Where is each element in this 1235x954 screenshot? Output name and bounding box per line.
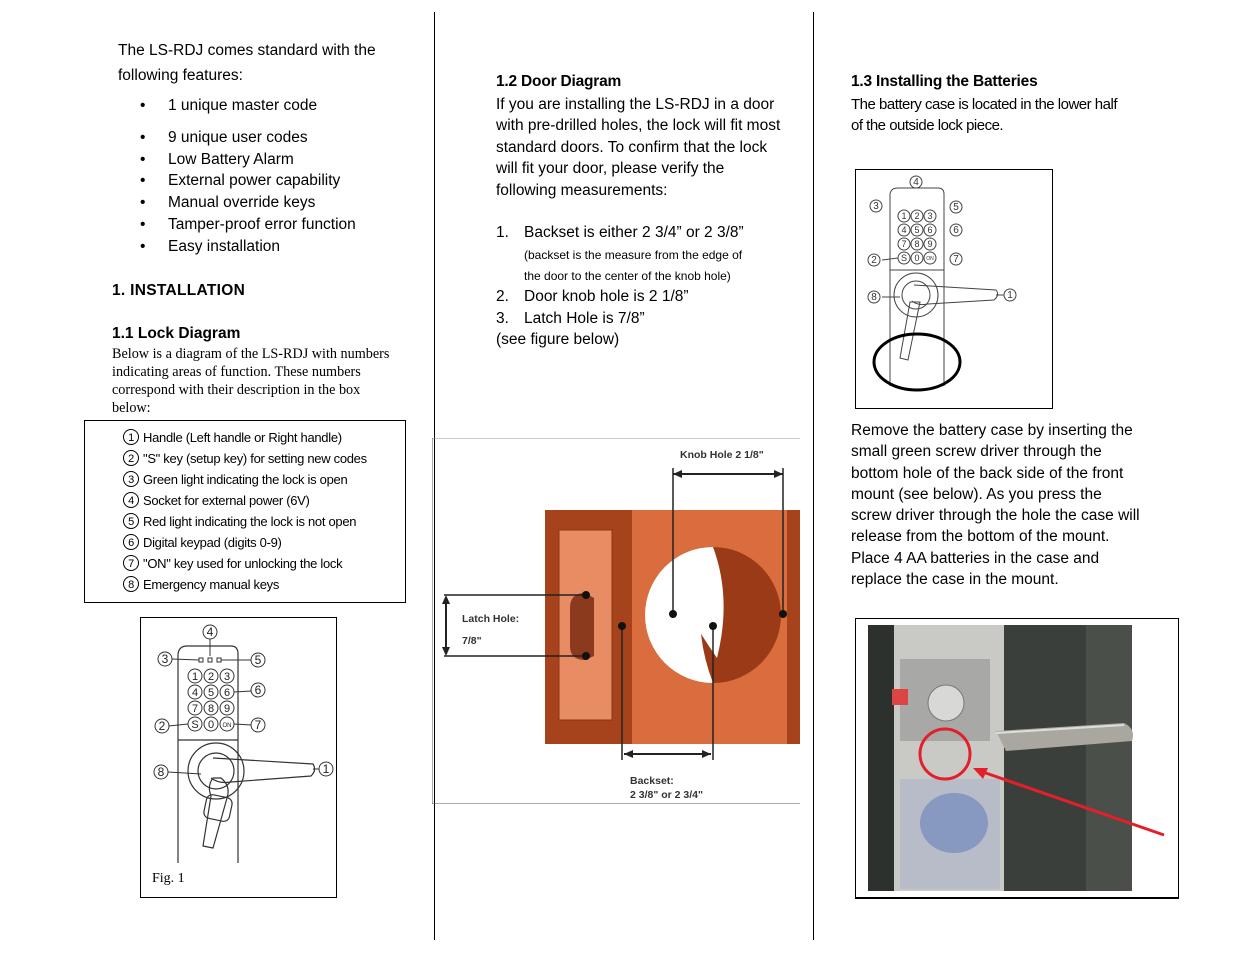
knob-hole-label: Knob Hole 2 1/8"	[680, 449, 764, 461]
backset-label: Backset:	[630, 775, 674, 787]
svg-text:5: 5	[207, 687, 215, 699]
legend-item: 2 "S" key (setup key) for setting new codes	[123, 450, 367, 466]
svg-text:1: 1	[322, 762, 330, 776]
battery-photo-frame	[855, 618, 1179, 899]
svg-text:2: 2	[914, 211, 920, 221]
svg-text:5: 5	[953, 202, 959, 213]
latch-hole-size: 7/8"	[462, 635, 482, 647]
lock-diagram-figure	[140, 617, 337, 898]
column-divider-right	[813, 12, 814, 940]
backset-note-line-1: (backset is the measure from the edge of	[524, 248, 743, 262]
svg-text:5: 5	[914, 225, 920, 235]
svg-text:9: 9	[223, 703, 231, 715]
battery-removal-instructions: Remove the battery case by inserting the small green screw driver through the bottom hole of the back side of the front mount (see below). As you press the screw driver through the hole the case will release from the bottom of the mount. Place 4 AA batteries in the case and replace the case in the mount.	[851, 422, 1140, 589]
svg-text:9: 9	[927, 239, 933, 249]
svg-text:8: 8	[157, 765, 165, 779]
legend-box	[84, 420, 406, 603]
svg-text:8: 8	[207, 703, 215, 715]
svg-text:3: 3	[873, 201, 879, 212]
svg-text:6: 6	[254, 683, 262, 697]
legend-item: 8 Emergency manual keys	[123, 576, 279, 592]
svg-text:7: 7	[191, 703, 199, 715]
svg-text:2: 2	[207, 671, 215, 683]
svg-text:3: 3	[223, 671, 231, 683]
svg-text:S: S	[191, 719, 199, 731]
svg-text:S: S	[900, 253, 908, 263]
svg-text:6: 6	[927, 225, 933, 235]
battery-lock-figure	[855, 169, 1053, 409]
backset-note-line-2: the door to the center of the knob hole)	[524, 269, 731, 283]
svg-text:6: 6	[223, 687, 231, 699]
features-intro: The LS-RDJ comes standard with the following features:	[118, 42, 376, 84]
svg-text:1: 1	[901, 211, 907, 221]
svg-text:7: 7	[901, 239, 907, 249]
svg-text:6: 6	[953, 225, 959, 236]
section-heading-batteries: 1.3 Installing the Batteries	[851, 73, 1038, 90]
legend-item: 4 Socket for external power (6V)	[123, 492, 310, 508]
lock-drawing-small	[856, 170, 1052, 408]
svg-text:1: 1	[1007, 290, 1013, 301]
legend-item: 6 Digital keypad (digits 0-9)	[123, 534, 282, 550]
battery-photo	[856, 619, 1178, 897]
battery-intro: The battery case is located in the lower half of the outside lock piece.	[851, 96, 1117, 134]
section-heading-installation: 1. INSTALLATION	[112, 282, 246, 299]
svg-text:5: 5	[254, 653, 262, 667]
latch-hole-label: Latch Hole:	[462, 613, 520, 625]
svg-text:7: 7	[953, 254, 959, 265]
door-diagram-intro: If you are installing the LS-RDJ in a door with pre-drilled holes, the lock will fit most standard doors. To confirm that the lock will fit your door, please verify the following measurements:	[496, 96, 781, 199]
svg-text:0: 0	[914, 253, 920, 263]
lock-drawing	[141, 618, 336, 868]
legend-item: 1 Handle (Left handle or Right handle)	[123, 429, 342, 445]
door-diagram-figure	[432, 438, 800, 804]
svg-text:4: 4	[191, 687, 199, 699]
lock-diagram-description: Below is a diagram of the LS-RDJ with numbers indicating areas of function. These numbers correspond with their description in the box below:	[112, 346, 390, 416]
svg-text:0: 0	[207, 719, 215, 731]
svg-text:4: 4	[901, 225, 907, 235]
svg-text:1: 1	[191, 671, 199, 683]
svg-text:8: 8	[871, 292, 877, 303]
see-figure-note: (see figure below)	[496, 331, 620, 348]
svg-text:3: 3	[927, 211, 933, 221]
section-heading-door-diagram: 1.2 Door Diagram	[496, 73, 622, 90]
svg-text:8: 8	[914, 239, 920, 249]
legend-item: 3 Green light indicating the lock is open	[123, 471, 347, 487]
svg-text:2: 2	[158, 719, 166, 733]
svg-text:2: 2	[871, 255, 877, 266]
door-drawing	[432, 438, 800, 804]
svg-text:4: 4	[206, 625, 214, 639]
svg-text:3: 3	[161, 652, 169, 666]
svg-text:ON: ON	[926, 256, 934, 262]
svg-text:4: 4	[913, 177, 919, 188]
svg-text:7: 7	[254, 718, 262, 732]
backset-size: 2 3/8" or 2 3/4"	[630, 789, 703, 801]
figure-caption: Fig. 1	[152, 871, 185, 886]
section-heading-lock-diagram: 1.1 Lock Diagram	[112, 325, 241, 342]
svg-text:ON: ON	[222, 723, 232, 729]
legend-item: 7 "ON" key used for unlocking the lock	[123, 555, 342, 571]
legend-item: 5 Red light indicating the lock is not open	[123, 513, 356, 529]
